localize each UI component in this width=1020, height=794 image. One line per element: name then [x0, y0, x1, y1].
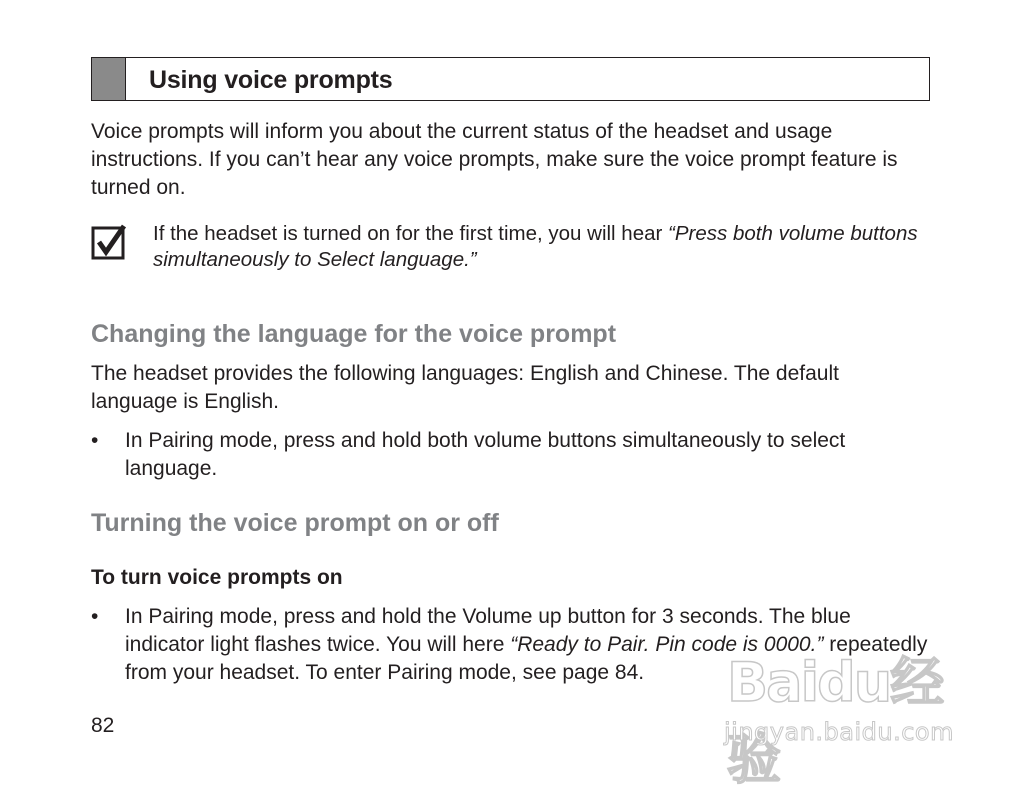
page-title: Using voice prompts: [149, 66, 393, 94]
note-text-italic: “Press both volume buttons simultaneously to Select language.”: [153, 222, 918, 271]
bullet-icon: •: [91, 605, 99, 628]
note-text-plain: If the headset is turned on for the first time, you will hear: [153, 222, 669, 245]
checkbox-check-icon: [91, 223, 129, 261]
list-item: [91, 427, 930, 483]
baidu-watermark: [722, 640, 962, 791]
title-accent-bar: [92, 58, 126, 100]
manual-page: [91, 57, 930, 687]
bullet-icon: •: [91, 429, 99, 452]
section-heading-toggle: Turning the voice prompt on or off: [91, 509, 499, 537]
intro-paragraph: Voice prompts will inform you about the current status of the headset and usage instructions. If you can’t hear any voice prompts, make sure the voice prompt feature is turned on.: [91, 120, 898, 199]
language-paragraph: The headset provides the following languages: English and Chinese. The default language is English.: [91, 362, 839, 413]
note-block: [91, 221, 930, 273]
note-text: [153, 221, 930, 273]
bullet-text: In Pairing mode, press and hold both volume buttons simultaneously to select language.: [125, 429, 846, 480]
watermark-url: jingyan.baidu.com: [724, 718, 954, 746]
bullet-text-part2: repeatedly from your headset. To enter Pairing mode, see page 84.: [125, 633, 928, 684]
watermark-brand: Baidu经验: [727, 651, 943, 791]
subheading-turn-on: To turn voice prompts on: [91, 566, 343, 589]
bullet-text-part1: In Pairing mode, press and hold the Volume up button for 3 seconds. The blue indicator light flashes twice. You will here: [125, 605, 851, 656]
section-heading-language: Changing the language for the voice prompt: [91, 320, 617, 348]
page-number: 82: [91, 714, 115, 737]
bullet-text-italic: “Ready to Pair. Pin code is 0000.”: [510, 633, 824, 656]
section-title-box: [91, 57, 930, 101]
